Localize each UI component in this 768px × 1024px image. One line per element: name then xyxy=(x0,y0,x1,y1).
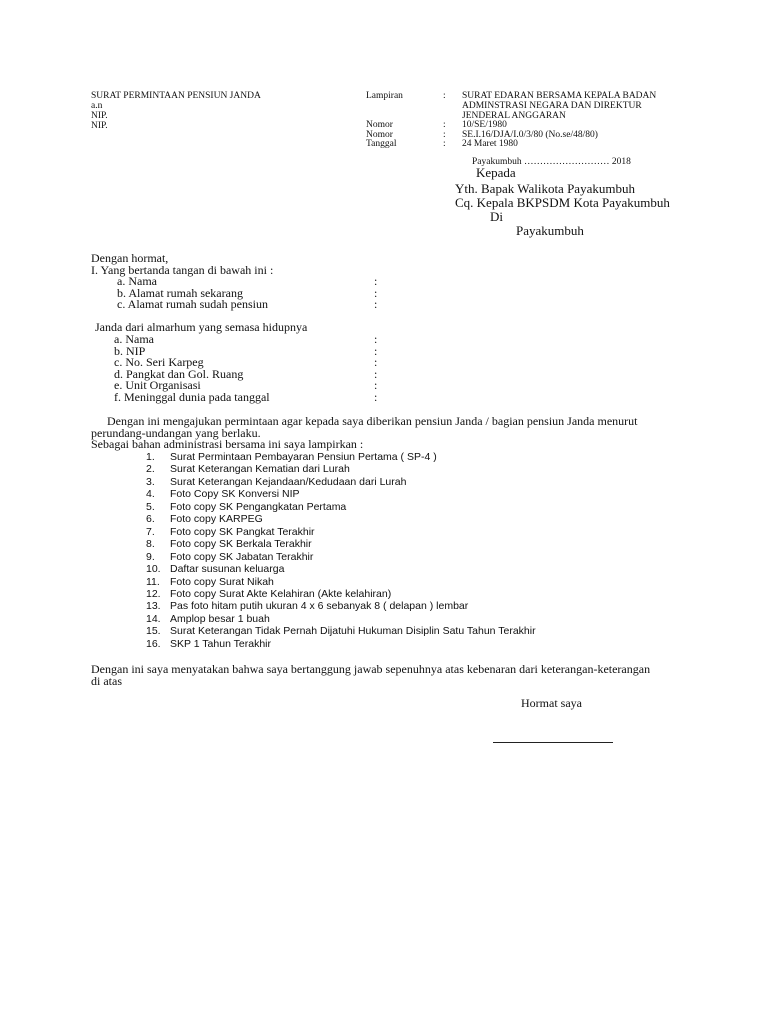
attachment-item: Foto copy Surat Nikah xyxy=(170,575,274,588)
statement-paragraph: Dengan ini saya menyatakan bahwa saya bertanggung jawab sepenuhnya atas kebenaran dari keterangan-keterangan xyxy=(91,662,651,676)
tanggal-label: Tanggal xyxy=(366,139,397,149)
attachment-item: Foto copy SK Pangkat Terakhir xyxy=(170,525,315,538)
attachment-item: Foto copy KARPEG xyxy=(170,513,263,526)
attachment-number: 6. xyxy=(146,513,155,526)
request-paragraph: Dengan ini mengajukan permintaan agar kepada saya diberikan pensiun Janda / bagian pensiun Janda menurut xyxy=(107,414,638,428)
di-label: Di xyxy=(490,209,503,224)
form-field-label: b. NIP xyxy=(114,343,146,358)
nip-label: NIP. xyxy=(91,111,108,121)
form-field-label: a. Nama xyxy=(114,332,154,346)
colon: : xyxy=(374,378,378,393)
attachment-number: 1. xyxy=(146,451,155,463)
attachment-number: 13. xyxy=(146,600,161,613)
colon: : xyxy=(374,274,378,288)
signature-line xyxy=(493,742,613,743)
attachment-item: Surat Keterangan Kematian dari Lurah xyxy=(170,463,350,476)
nomor-label: Nomor xyxy=(366,130,393,140)
lampiran-value: ADMINSTRASI NEGARA DAN DIREKTUR xyxy=(462,101,642,111)
attachment-item: Surat Keterangan Tidak Pernah Dijatuhi Hukuman Disiplin Satu Tahun Terakhir xyxy=(170,625,536,638)
kepada-label: Kepada xyxy=(476,165,516,180)
attachment-item: Foto copy Surat Akte Kelahiran (Akte kelahiran) xyxy=(170,587,392,600)
recipient-city: Payakumbuh xyxy=(516,223,584,238)
attachment-item: Surat Keterangan Kejandaan/Kedudaan dari Lurah xyxy=(170,475,407,488)
attachment-number: 5. xyxy=(146,500,155,513)
tanggal-value: 24 Maret 1980 xyxy=(462,139,518,149)
colon: : xyxy=(374,366,378,381)
attachment-item: Foto copy SK Pengangkatan Pertama xyxy=(170,500,347,513)
attachment-number: 2. xyxy=(146,463,155,476)
attachment-item: Foto copy SK Berkala Terakhir xyxy=(170,538,312,551)
colon: : xyxy=(443,139,446,149)
attachment-number: 14. xyxy=(146,612,161,625)
form-field-label: d. Pangkat dan Gol. Ruang xyxy=(114,366,244,381)
colon: : xyxy=(374,285,378,300)
nomor-value: 10/SE/1980 xyxy=(462,120,507,130)
an-label: a.n xyxy=(91,101,103,111)
statement-paragraph-cont: di atas xyxy=(91,674,122,688)
form-field-label: e. Unit Organisasi xyxy=(114,378,201,393)
lampiran-label: Lampiran xyxy=(366,91,403,101)
nomor-label: Nomor xyxy=(366,120,393,130)
request-paragraph-cont: perundang-undangan yang berlaku. xyxy=(91,426,261,440)
form-field-label: b. Alamat rumah sekarang xyxy=(117,285,243,300)
recipient-cq: Cq. Kepala BKPSDM Kota Payakumbuh xyxy=(455,195,670,210)
attachment-number: 3. xyxy=(146,475,155,488)
colon: : xyxy=(374,297,378,311)
nip-label: NIP. xyxy=(91,121,108,131)
colon: : xyxy=(374,355,378,370)
colon: : xyxy=(374,332,378,346)
attachment-item: Surat Permintaan Pembayaran Pensiun Pertama ( SP-4 ) xyxy=(170,451,437,463)
attachment-item: Daftar susunan keluarga xyxy=(170,563,285,576)
attachment-number: 8. xyxy=(146,538,155,551)
lampiran-value: JENDERAL ANGGARAN xyxy=(462,111,566,121)
attachment-number: 9. xyxy=(146,550,155,563)
colon: : xyxy=(374,390,378,404)
greeting: Dengan hormat, xyxy=(91,251,169,265)
form-field-label: f. Meninggal dunia pada tanggal xyxy=(114,390,270,404)
regards: Hormat saya xyxy=(521,696,582,710)
attachment-number: 15. xyxy=(146,625,161,638)
colon: : xyxy=(374,343,378,358)
attachment-number: 11. xyxy=(146,575,160,588)
attachments-intro: Sebagai bahan administrasi bersama ini saya lampirkan : xyxy=(91,437,364,451)
attachment-number: 10. xyxy=(146,563,161,576)
letter-title: SURAT PERMINTAAN PENSIUN JANDA xyxy=(91,91,261,101)
section-2-heading: Janda dari almarhum yang semasa hidupnya xyxy=(95,320,308,334)
form-field-label: c. Alamat rumah sudah pensiun xyxy=(117,297,268,311)
attachment-number: 12. xyxy=(146,587,161,600)
lampiran-value: SURAT EDARAN BERSAMA KEPALA BADAN xyxy=(462,91,657,101)
attachment-item: Amplop besar 1 buah xyxy=(170,612,270,625)
colon: : xyxy=(443,120,446,130)
section-1-heading: I. Yang bertanda tangan di bawah ini : xyxy=(91,263,274,277)
colon: : xyxy=(443,91,446,101)
recipient-yth: Yth. Bapak Walikota Payakumbuh xyxy=(455,181,635,196)
nomor-value: SE.I.16/DJA/I.0/3/80 (No.se/48/80) xyxy=(462,130,598,140)
attachment-item: Foto copy SK Jabatan Terakhir xyxy=(170,550,314,563)
attachment-number: 7. xyxy=(146,525,155,538)
attachment-number: 16. xyxy=(146,637,161,650)
attachment-item: Pas foto hitam putih ukuran 4 x 6 sebanyak 8 ( delapan ) lembar xyxy=(170,600,469,613)
form-field-label: a. Nama xyxy=(117,274,157,288)
form-field-label: c. No. Seri Karpeg xyxy=(114,355,204,370)
attachment-item: SKP 1 Tahun Terakhir xyxy=(170,637,271,650)
place-date: Payakumbuh ……………………… 2018 xyxy=(472,157,631,167)
attachment-number: 4. xyxy=(146,488,155,501)
colon: : xyxy=(443,130,446,140)
attachment-item: Foto Copy SK Konversi NIP xyxy=(170,488,300,501)
